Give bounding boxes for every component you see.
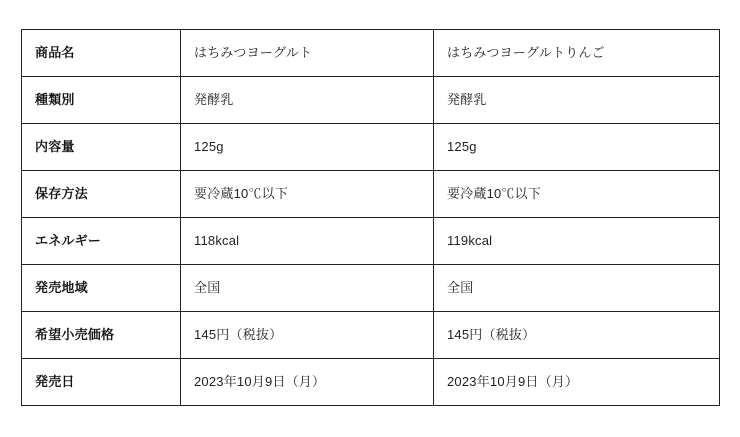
cell-product-a-category: 発酵乳 [181, 77, 434, 124]
cell-product-a-price: 145円（税抜） [181, 312, 434, 359]
cell-product-b-storage: 要冷蔵10℃以下 [434, 171, 720, 218]
cell-product-b-energy: 119kcal [434, 218, 720, 265]
table-row [22, 359, 720, 406]
table-row [22, 30, 720, 77]
cell-product-a-storage: 要冷蔵10℃以下 [181, 171, 434, 218]
cell-product-b-sales-area: 全国 [434, 265, 720, 312]
cell-product-a-energy: 118kcal [181, 218, 434, 265]
cell-product-b-volume: 125g [434, 124, 720, 171]
table-row [22, 77, 720, 124]
row-label-product-name: 商品名 [22, 30, 181, 77]
cell-product-a-sales-area: 全国 [181, 265, 434, 312]
cell-product-b-category: 発酵乳 [434, 77, 720, 124]
row-label-energy: エネルギー [22, 218, 181, 265]
cell-product-b-price: 145円（税抜） [434, 312, 720, 359]
row-label-price: 希望小売価格 [22, 312, 181, 359]
table-row [22, 312, 720, 359]
row-label-sales-area: 発売地域 [22, 265, 181, 312]
table-row [22, 265, 720, 312]
table-row [22, 124, 720, 171]
row-label-volume: 内容量 [22, 124, 181, 171]
row-label-release-date: 発売日 [22, 359, 181, 406]
row-label-storage: 保存方法 [22, 171, 181, 218]
cell-product-b-name: はちみつヨーグルトりんご [434, 30, 720, 77]
table-row [22, 171, 720, 218]
product-spec-table [21, 29, 720, 406]
cell-product-a-release-date: 2023年10月9日（月） [181, 359, 434, 406]
cell-product-a-volume: 125g [181, 124, 434, 171]
table-row [22, 218, 720, 265]
cell-product-a-name: はちみつヨーグルト [181, 30, 434, 77]
row-label-category: 種類別 [22, 77, 181, 124]
cell-product-b-release-date: 2023年10月9日（月） [434, 359, 720, 406]
